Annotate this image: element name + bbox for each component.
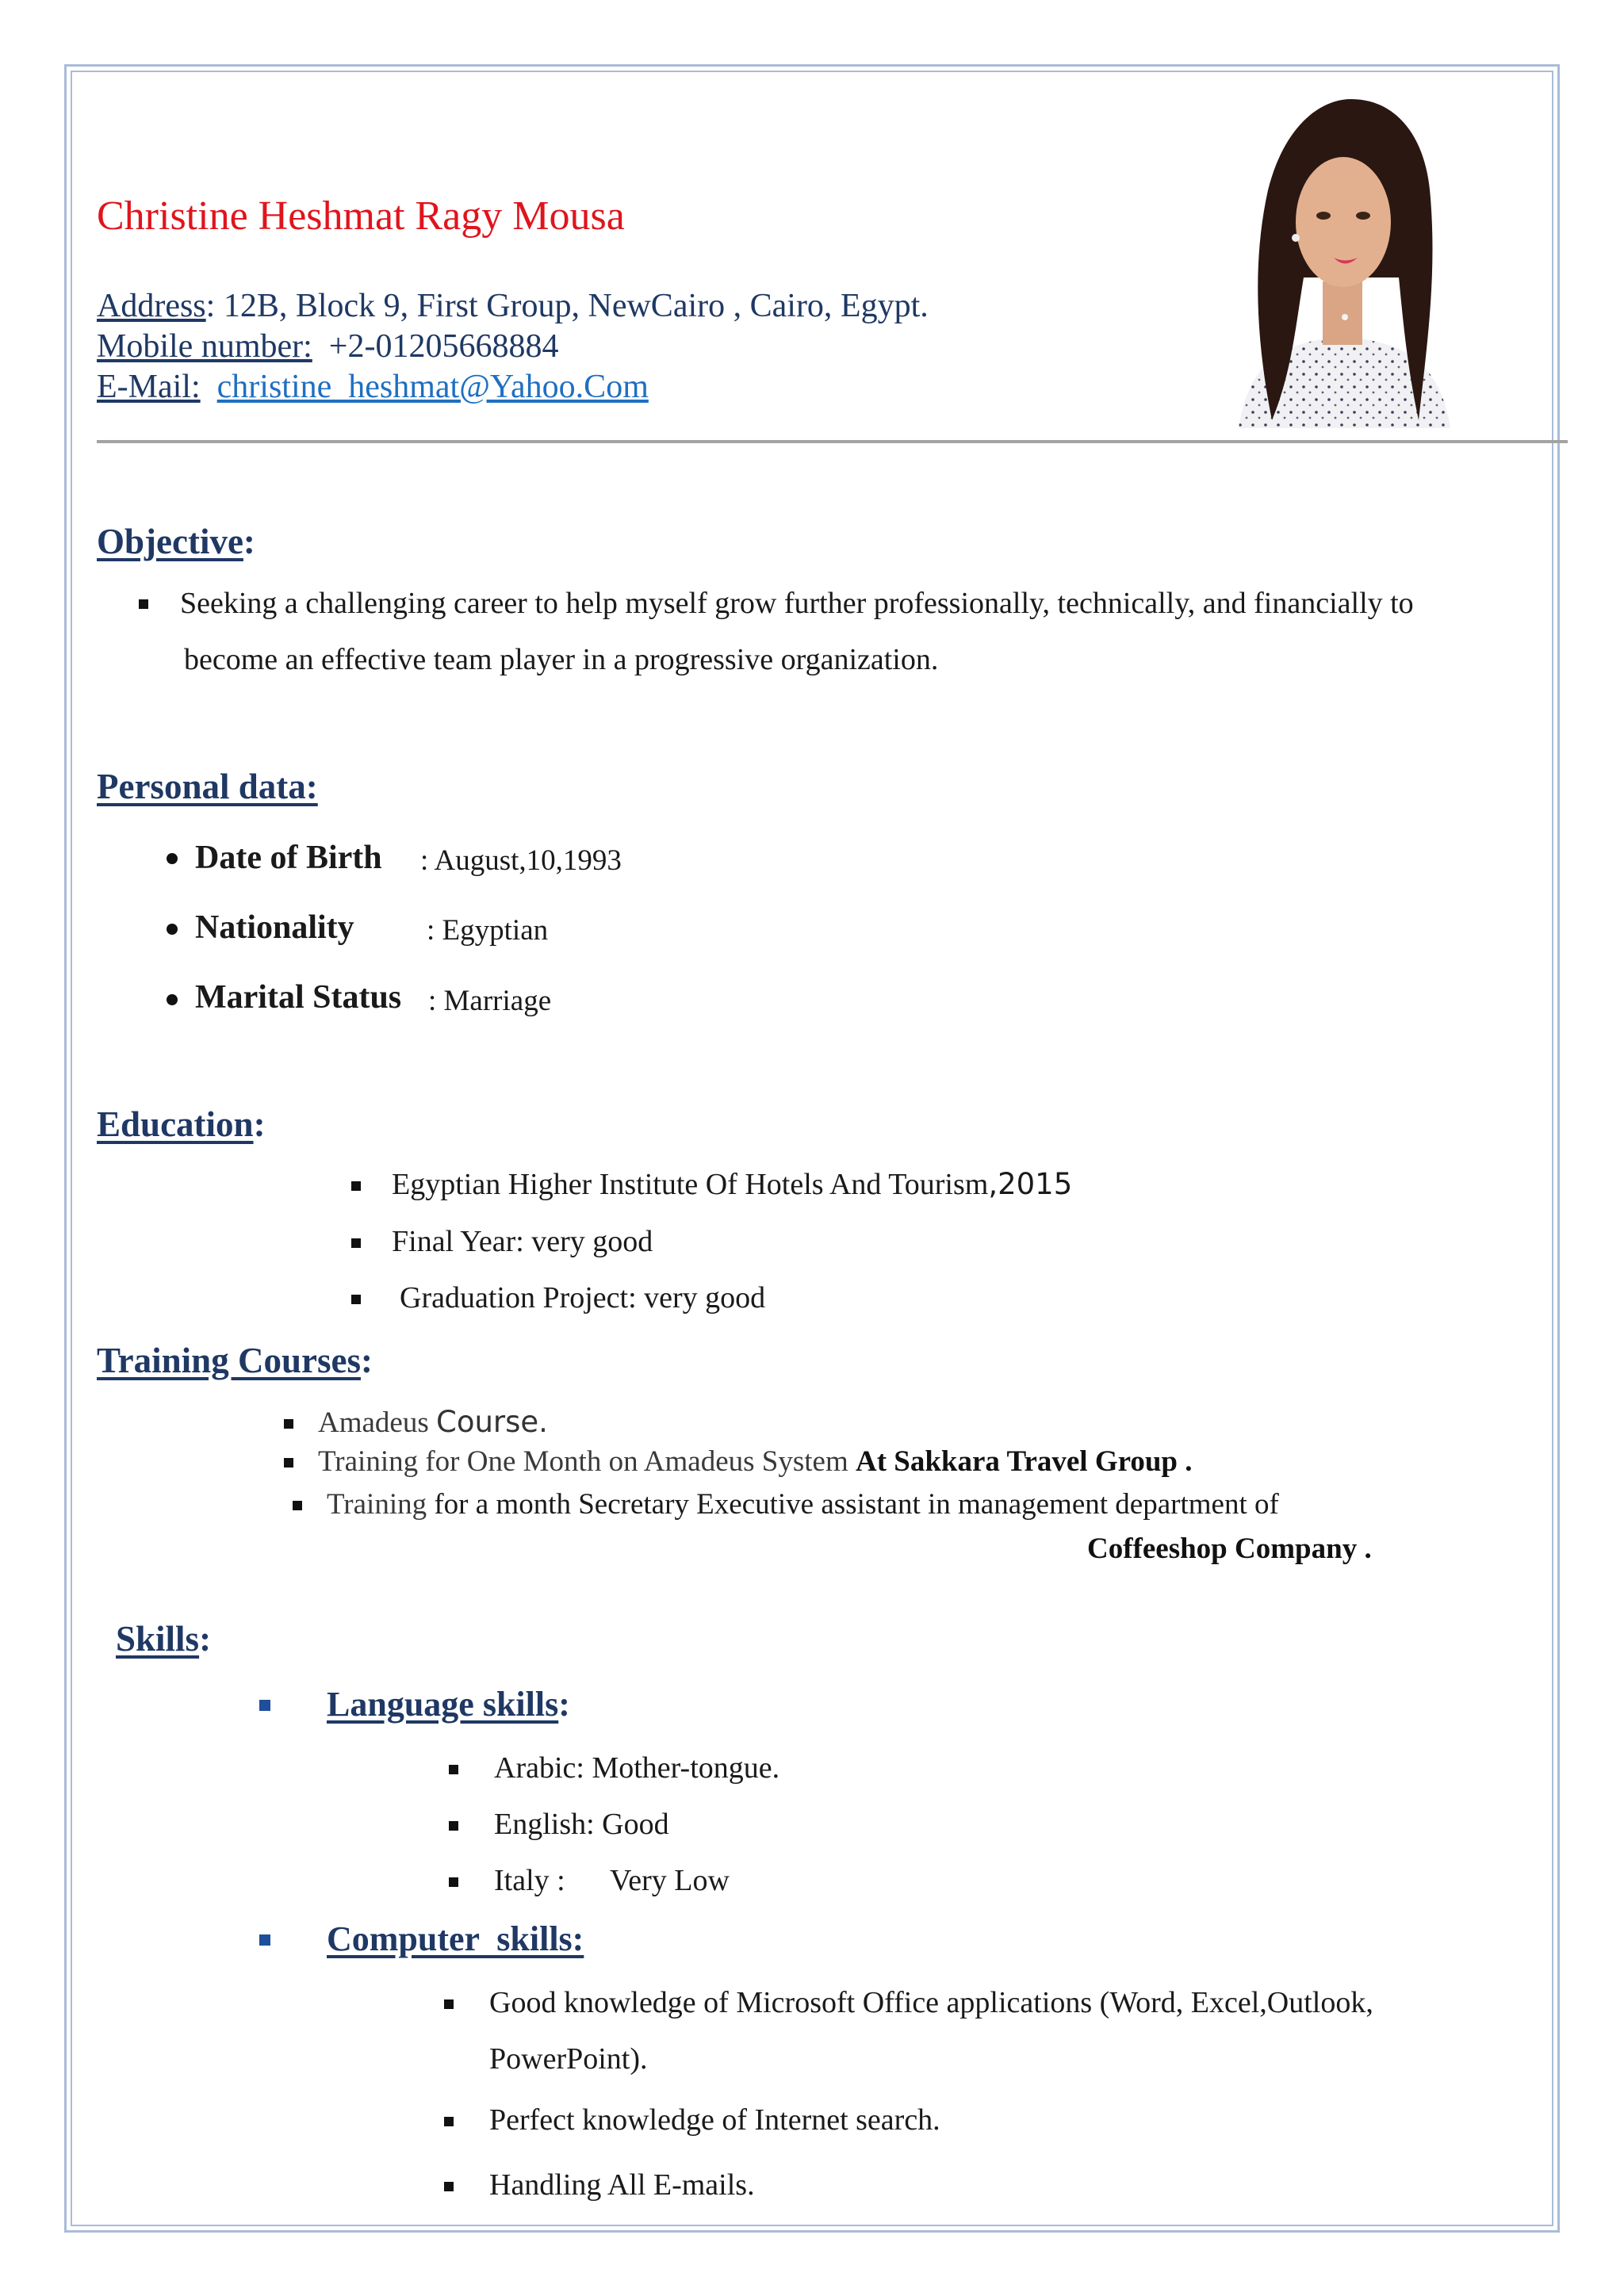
education-item-2: Final Year: very good: [392, 1225, 653, 1258]
objective-heading-colon: :: [243, 522, 255, 561]
language-skills-heading-colon: :: [558, 1685, 570, 1724]
computer-skills-heading: Computer skills:: [327, 1919, 584, 1958]
objective-heading: [97, 521, 255, 562]
language-item-arabic: Arabic: Mother-tongue.: [494, 1751, 780, 1785]
training-item-3-c: Coffeeshop Company .: [1087, 1533, 1372, 1565]
training-item-2-a: Training for One Month on Amadeus System: [318, 1445, 848, 1478]
education-item-1-year: ,2015: [988, 1167, 1073, 1201]
dob-value: : August,10,1993: [420, 844, 622, 877]
dob-label: Date of Birth: [195, 840, 382, 876]
objective-line-1: Seeking a challenging career to help myself grow further professionally, technically, and financially to: [180, 587, 1414, 620]
personal-data-heading: [97, 766, 318, 807]
computer-item-1-line-1: Good knowledge of Microsoft Office applications (Word, Excel,Outlook,: [489, 1986, 1373, 2019]
mobile-value: +2-01205668884: [328, 328, 559, 365]
square-bullet-icon: [444, 1999, 454, 2009]
training-item-2: [318, 1445, 1193, 1479]
training-heading-colon: :: [360, 1341, 373, 1380]
training-item-3-a: Training: [327, 1488, 427, 1521]
square-bullet-icon: [449, 1765, 458, 1774]
training-item-1-b: Course.: [436, 1405, 548, 1439]
training-item-3: [327, 1487, 1279, 1521]
mobile-line: [97, 327, 558, 365]
square-bullet-icon: [444, 2182, 454, 2191]
computer-item-3: Handling All E-mails.: [489, 2168, 755, 2202]
nationality-value: : Egyptian: [427, 914, 549, 947]
language-item-english: English: Good: [494, 1808, 669, 1841]
personal-data-heading-text: Personal data:: [97, 767, 318, 806]
nationality-label: Nationality: [195, 909, 354, 946]
square-bullet-icon: [351, 1295, 361, 1304]
address-value: : 12B, Block 9, First Group, NewCairo , Cairo, Egypt.: [205, 288, 929, 324]
square-bullet-icon: [139, 599, 148, 609]
square-bullet-icon: [284, 1458, 293, 1468]
square-bullet-icon: [259, 1700, 270, 1711]
email-link[interactable]: christine_heshmat@Yahoo.Com: [216, 369, 649, 405]
skills-heading: [116, 1618, 211, 1659]
education-item-1: [392, 1167, 1072, 1202]
address-label: Address: [97, 288, 206, 324]
language-item-italy: Italy : Very Low: [494, 1864, 730, 1897]
email-line: [97, 368, 649, 406]
training-item-1: [318, 1405, 548, 1440]
skills-heading-colon: :: [199, 1619, 212, 1659]
computer-item-1-line-2: PowerPoint).: [489, 2042, 648, 2076]
training-heading-text: Training Courses: [97, 1341, 361, 1380]
education-item-1-text: Egyptian Higher Institute Of Hotels And Tourism: [392, 1168, 989, 1201]
mobile-label: Mobile number:: [97, 328, 312, 365]
marital-row: [195, 978, 401, 1016]
objective-heading-text: Objective: [97, 522, 243, 561]
training-item-2-b: At Sakkara Travel Group .: [855, 1445, 1193, 1478]
square-bullet-icon: [351, 1238, 361, 1248]
round-bullet-icon: [167, 994, 178, 1005]
marital-label: Marital Status: [195, 979, 402, 1016]
nationality-row: [195, 909, 354, 947]
candidate-name: Christine Heshmat Ragy Mousa: [97, 193, 625, 239]
education-item-3: Graduation Project: very good: [400, 1281, 766, 1314]
education-heading: [97, 1104, 266, 1145]
language-skills-heading-text: Language skills: [327, 1685, 559, 1724]
header-divider: [97, 440, 1568, 443]
training-heading: [97, 1340, 373, 1381]
marital-value: : Marriage: [428, 985, 552, 1017]
square-bullet-icon: [284, 1419, 293, 1429]
square-bullet-icon: [351, 1181, 361, 1191]
training-item-3-b: for a month Secretary Executive assistant in management department of: [434, 1488, 1279, 1521]
address-line: [97, 287, 929, 325]
education-heading-text: Education: [97, 1104, 254, 1144]
dob-row: [195, 839, 382, 877]
education-heading-colon: :: [253, 1104, 266, 1144]
language-skills-heading: [327, 1684, 570, 1724]
square-bullet-icon: [449, 1821, 458, 1831]
profile-photo: [1224, 79, 1462, 428]
square-bullet-icon: [259, 1934, 270, 1946]
training-item-1-a: Amadeus: [318, 1406, 429, 1439]
square-bullet-icon: [293, 1501, 302, 1510]
round-bullet-icon: [167, 853, 178, 864]
square-bullet-icon: [444, 2117, 454, 2126]
round-bullet-icon: [167, 924, 178, 935]
objective-line-2: become an effective team player in a progressive organization.: [184, 643, 939, 676]
computer-item-2: Perfect knowledge of Internet search.: [489, 2103, 940, 2137]
email-label: E-Mail:: [97, 369, 201, 405]
skills-heading-text: Skills: [116, 1619, 200, 1659]
square-bullet-icon: [449, 1877, 458, 1887]
